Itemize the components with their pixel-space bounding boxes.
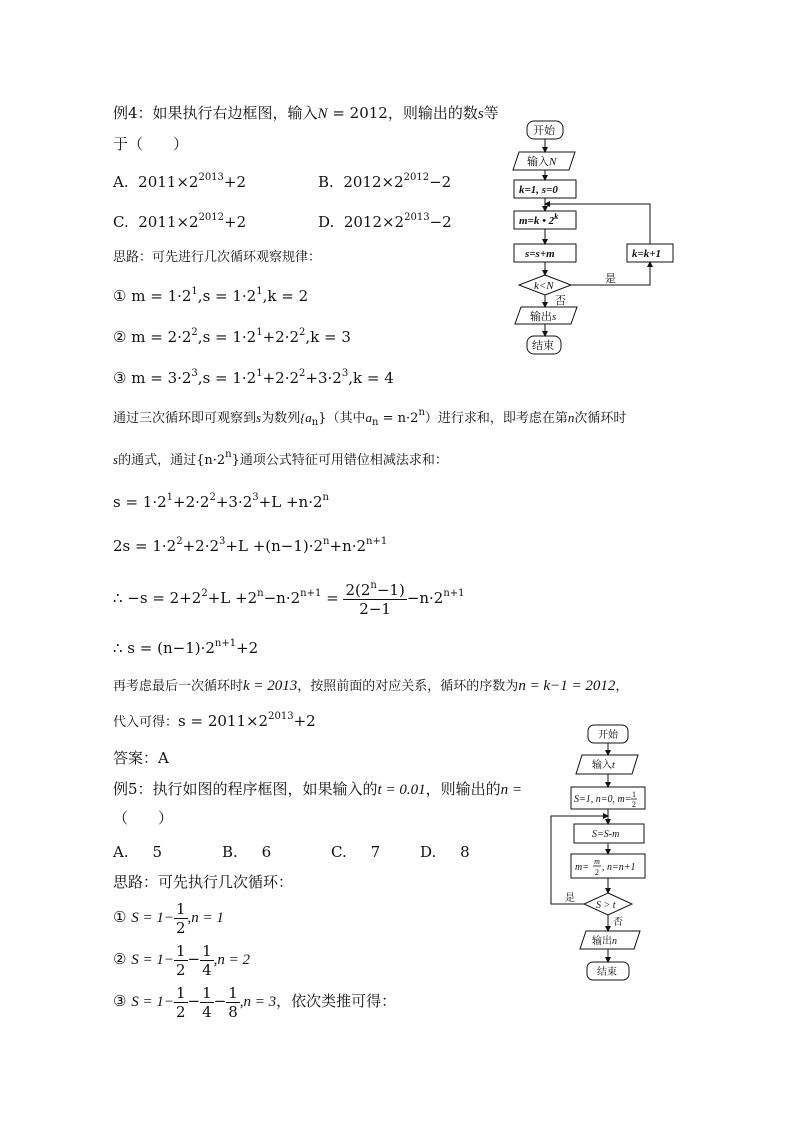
flow1-init-label: k=1, s=0 [519, 184, 558, 196]
flowchart-example-5 [545, 718, 655, 988]
flow1-start-label: 开始 [533, 125, 555, 137]
flow1-output-label: 输出s [530, 310, 557, 323]
flow2-s-label: S=S-m [592, 829, 620, 840]
flow1-s-label: s=s+m [525, 248, 555, 260]
ex4-option-c: C. $2011\times 2^{2012}+2$ [113, 212, 247, 231]
ex5-option-c: C. 7 [331, 843, 381, 861]
ex4-eq3-fraction: $\frac{2(2^n-1)}{2-1}$ [345, 579, 405, 618]
flow2-m-frac-den: 2 [595, 868, 599, 877]
flow2-input-label: 输入t [592, 760, 615, 771]
ex4-observation-line1: 通过三次循环即可观察到s为数列$\{a_n\}$（其中$a_n = n\cdot 2^n$）进行求和，即考虑在第n次循环时 [113, 407, 627, 428]
flow2-end-label: 结束 [597, 967, 617, 978]
flow2-condition-label: S > t [596, 900, 616, 911]
ex5-option-b: B. 6 [222, 843, 272, 861]
flow2-yes-label: 是 [565, 893, 575, 904]
ex5-question-line1: 例5：执行如图的程序框图，如果输入的t = 0.01，则输出的n = [113, 780, 522, 798]
flow2-start-label: 开始 [598, 730, 618, 741]
ex5-option-a: A. 5 [113, 843, 162, 861]
flow2-output-label: 输出n [592, 936, 617, 947]
flowchart-example-4 [505, 118, 680, 358]
flow2-init-frac-den: 2 [632, 800, 636, 809]
ex5-step-3: ③ S = 1− $\frac{1}{2}$ − $\frac{1}{4}$ − $\frac{1}{8}$ ,n = 3，依次类推可得： [113, 983, 397, 1021]
ex4-question-line2: 于（ ） [113, 135, 189, 153]
ex5-step-2: ② S = 1− $\frac{1}{2}$ − $\frac{1}{4}$ ,n = 2 [113, 941, 251, 979]
ex4-last-loop-line1: 再考虑最后一次循环时k = 2013，按照前面的对应关系，循环的序数为n = k−1 = 2012， [113, 678, 629, 694]
ex4-equation-2: $2s = 1\cdot 2^2+2\cdot 2^3+L +(n-1)\cdot 2^n+n\cdot 2^{n+1}$ [113, 536, 388, 555]
flow2-init-label: S=1, n=0, m= [574, 794, 632, 805]
flow1-no-label: 否 [555, 295, 566, 307]
ex4-step-1: ① $m = 1\cdot 2^1,s = 1\cdot 2^1,k = 2$ [113, 286, 309, 305]
flow1-condition-label: k<N [534, 280, 554, 292]
flow1-input-label: 输入N [527, 155, 557, 168]
ex5-option-d: D. 8 [420, 843, 470, 861]
flow2-init-frac-num: 1 [632, 790, 636, 799]
ex4-option-a: A. $2011\times 2^{2013}+2$ [113, 172, 247, 191]
ex4-step-3: ③ $m = 3\cdot 2^3,s = 1\cdot 2^1+2\cdot 2^2+3\cdot 2^3,k = 4$ [113, 368, 394, 387]
ex4-equation-1: $s = 1\cdot 2^1+2\cdot 2^2+3\cdot 2^3+L +n\cdot 2^n$ [113, 492, 329, 511]
ex4-option-b: B. $2012\times 2^{2012}-2$ [318, 172, 452, 191]
ex4-hint: 思路：可先进行几次循环观察规律： [113, 250, 322, 265]
flow2-n-label: , n=n+1 [602, 862, 636, 873]
flow1-k-label: k=k+1 [632, 248, 662, 260]
ex4-answer: 答案：A [113, 749, 169, 767]
ex4-step-2: ② $m = 2\cdot 2^2,s = 1\cdot 2^1+2\cdot 2^2,k = 3$ [113, 327, 351, 346]
flow2-no-label: 否 [613, 917, 623, 928]
ex5-hint: 思路：可先执行几次循环： [113, 873, 294, 891]
ex4-question-line1: 例4：如果执行右边框图，输入N = 2012，则输出的数s等 [113, 104, 499, 122]
flow1-m-label: m=k • 2$^k$ [519, 212, 559, 227]
ex4-equation-3: ∴ $-s = 2+2^2+L +2^n-n\cdot 2^{n+1}$ = $\frac{2(2^n-1)}{2-1}$ $-n\cdot 2^{n+1}$ [113, 579, 465, 618]
flow1-yes-label: 是 [605, 273, 616, 285]
ex5-question-line2: （ ） [113, 809, 174, 827]
flow2-m-frac-num: m [594, 857, 600, 866]
flow1-end-label: 结束 [532, 340, 554, 352]
ex5-step-1: ① S = 1− $\frac{1}{2}$ ,n = 1 [113, 899, 224, 937]
flow2-m-label: m= [575, 862, 589, 873]
ex4-option-d: D. $2012\times 2^{2013}-2$ [318, 212, 452, 231]
ex4-equation-4: ∴ $s = (n-1)\cdot 2^{n+1}+2$ [113, 638, 259, 657]
ex4-last-loop-line2: 代入可得：$s = 2011\times 2^{2013}+2$ [113, 711, 316, 730]
ex4-observation-line2: s的通式，通过$\{n\cdot 2^n\}$通项公式特征可用错位相减法求和： [113, 449, 448, 468]
